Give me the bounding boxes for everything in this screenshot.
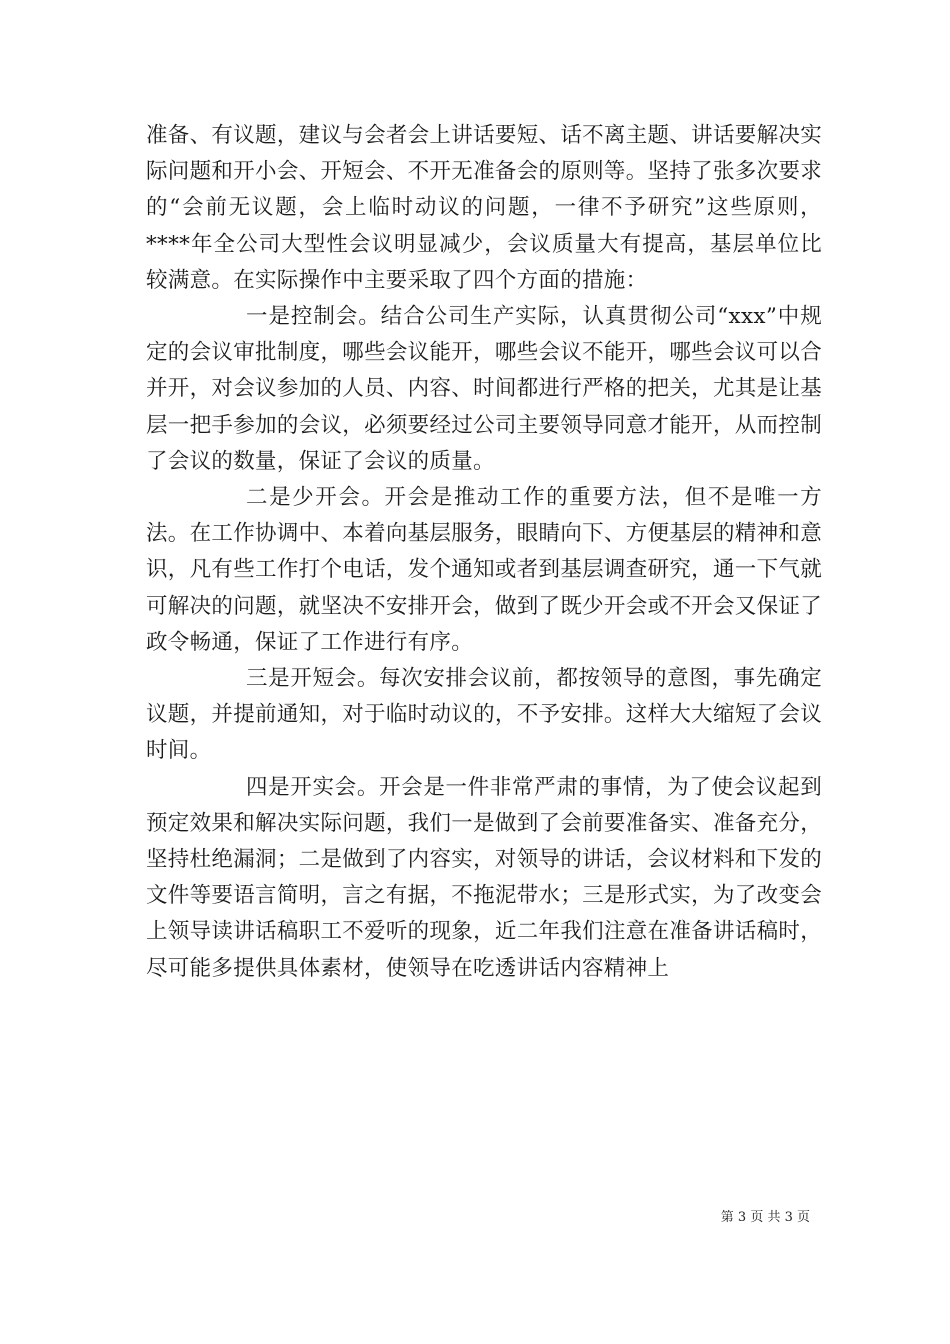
paragraph-intro: 准备、有议题，建议与会者会上讲话要短、话不离主题、讲话要解决实际问题和开小会、开短会、不开无准备会的原则等。坚持了张多次要求的“会前无议题，会上临时动议的问题，一律不予研究”这些原则，****年全公司大型性会议明显减少，会议质量大有提高，基层单位比较满意。在实际操作中主要采取了四个方面的措施： [146,123,822,293]
page-number-footer: 第 3 页 共 3 页 [720,1210,810,1225]
paragraph-control-meetings: 一是控制会。结合公司生产实际，认真贯彻公司“xxx”中规定的会议审批制度，哪些会议能开，哪些会议不能开，哪些会议可以合并开，对会议参加的人员、内容、时间都进行严格的把关，尤其是让基层一把手参加的会议，必须要经过公司主要领导同意才能开，从而控制了会议的数量，保证了会议的质量。 [146,304,822,474]
document-body [146,118,822,987]
paragraph-short-meetings: 三是开短会。每次安排会议前，都按领导的意图，事先确定议题，并提前通知，对于临时动议的，不予安排。这样大大缩短了会议时间。 [146,666,822,764]
paragraph-fewer-meetings: 二是少开会。开会是推动工作的重要方法，但不是唯一方法。在工作协调中、本着向基层服务，眼睛向下、方便基层的精神和意识，凡有些工作打个电话，发个通知或者到基层调查研究，通一下气就可解决的问题，就坚决不安排开会，做到了既少开会或不开会又保证了政令畅通，保证了工作进行有序。 [146,485,822,655]
paragraph-practical-meetings: 四是开实会。开会是一件非常严肃的事情，为了使会议起到预定效果和解决实际问题，我们一是做到了会前要准备实、准备充分，坚持杜绝漏洞；二是做到了内容实，对领导的讲话，会议材料和下发的文件等要语言简明，言之有据，不拖泥带水；三是形式实，为了改变会上领导读讲话稿职工不爱听的现象，近二年我们注意在准备讲话稿时，尽可能多提供具体素材，使领导在吃透讲话内容精神上 [146,774,822,981]
